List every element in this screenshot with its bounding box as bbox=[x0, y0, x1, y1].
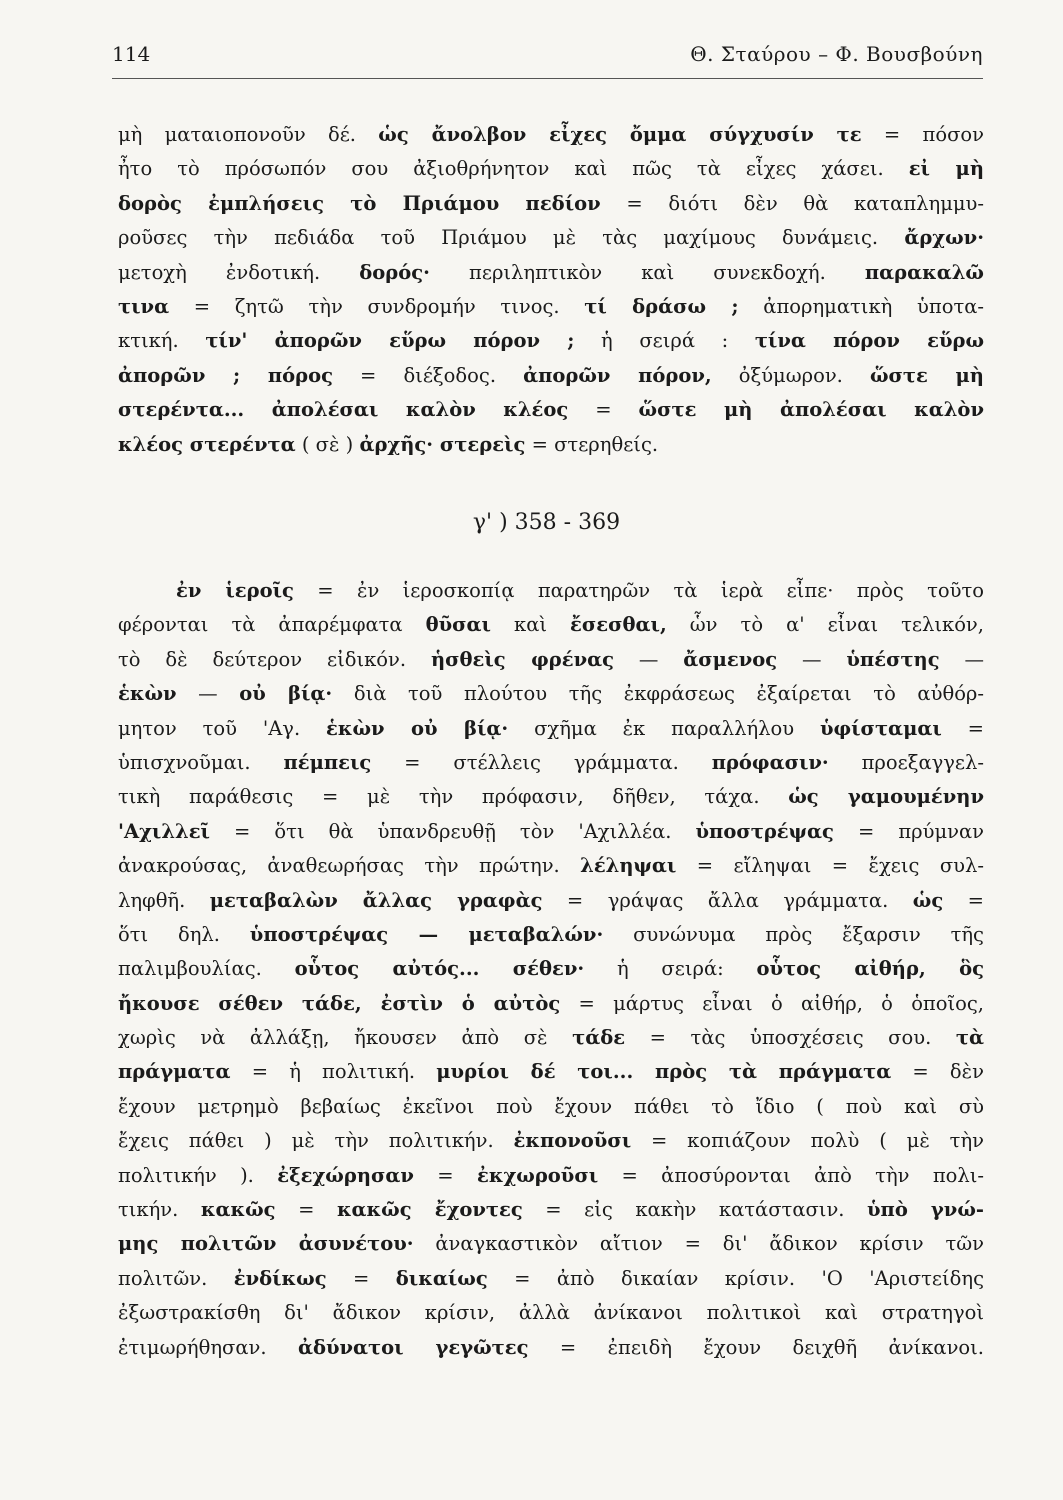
lemma-term: δικαίως bbox=[395, 1266, 488, 1290]
text-line bbox=[118, 118, 984, 152]
gloss-text: = εἴληψαι = ἔχεις συλ- bbox=[676, 854, 984, 878]
gloss-text: πολιτικήν ). bbox=[118, 1163, 278, 1187]
lemma-term: πράγματα bbox=[118, 1060, 231, 1084]
gloss-text: = bbox=[275, 1198, 337, 1222]
lemma-term: ἄρχων· bbox=[904, 226, 984, 250]
gloss-text: ἐξωστρακίσθη δι' ἄδικον κρίσιν, ἀλλὰ ἀνίκανοι πολιτικοὶ καὶ στρατηγοὶ bbox=[118, 1301, 984, 1325]
gloss-text: ἐτιμωρήθησαν. bbox=[118, 1335, 298, 1359]
text-line bbox=[118, 221, 984, 255]
lemma-term: ὥστε μὴ bbox=[869, 363, 984, 387]
gloss-text: ἀναγκαστικὸν αἴτιον = δι' ἄδικον κρίσιν τῶν bbox=[413, 1232, 984, 1256]
lemma-term: ἄσμενος bbox=[683, 647, 778, 671]
gloss-text: — bbox=[777, 647, 847, 671]
gloss-text: ὧν τὸ α' εἶναι τελικόν, bbox=[666, 613, 984, 637]
gloss-text: καὶ bbox=[490, 613, 571, 637]
lemma-term: ἑκὼν οὐ βίᾳ· bbox=[326, 716, 509, 740]
gloss-text: = τὰς ὑποσχέσεις σου. bbox=[625, 1026, 956, 1050]
text-line bbox=[118, 608, 984, 642]
text-line bbox=[118, 1124, 984, 1158]
lemma-term: λέληψαι bbox=[580, 854, 677, 878]
gloss-text: = στέλλεις γράμματα. bbox=[371, 750, 712, 774]
lemma-term: ἐνδίκως bbox=[233, 1266, 327, 1290]
lemma-term: ἡσθεὶς φρένας bbox=[430, 647, 615, 671]
lemma-term: τί δράσω ; bbox=[584, 294, 739, 318]
gloss-text: ἀνακρούσας, ἀναθεωρήσας τὴν πρώτην. bbox=[118, 854, 581, 878]
gloss-text: ὀξύμωρον. bbox=[711, 363, 870, 387]
gloss-text: = διέξοδος. bbox=[332, 363, 524, 387]
gloss-text: ὑπισχνοῦμαι. bbox=[118, 750, 284, 774]
text-line bbox=[118, 1090, 984, 1124]
text-line bbox=[118, 884, 984, 918]
lemma-term: στερέντα... ἀπολέσαι καλὸν κλέος bbox=[118, 398, 569, 422]
text-line bbox=[118, 152, 984, 186]
lemma-term: ἀπορῶν ; πόρος bbox=[118, 363, 333, 387]
text-line bbox=[118, 987, 984, 1021]
gloss-text: = ἐν ἱεροσκοπίᾳ παρατηρῶν τὰ ἱερὰ εἶπε· πρὸς τοῦτο bbox=[293, 579, 984, 602]
lemma-term: τάδε bbox=[572, 1026, 626, 1050]
lemma-term: ὑπέστης bbox=[846, 647, 940, 671]
lemma-term: ἀπορῶν πόρον, bbox=[523, 363, 712, 387]
text-line bbox=[118, 1227, 984, 1261]
gloss-text: ἡ σειρά : bbox=[574, 329, 755, 353]
gloss-text: χωρὶς νὰ ἀλλάξῃ, ἤκουσεν ἀπὸ σὲ bbox=[118, 1026, 573, 1050]
gloss-text: μητον τοῦ 'Αγ. bbox=[118, 716, 327, 740]
gloss-text: = πόσον bbox=[861, 123, 984, 146]
text-line bbox=[118, 290, 984, 324]
text-line bbox=[118, 1159, 984, 1193]
gloss-text: περιληπτικὸν καὶ συνεκδοχή. bbox=[429, 260, 865, 284]
lemma-term: ἐξεχώρησαν bbox=[277, 1163, 414, 1187]
text-line bbox=[118, 815, 984, 849]
text-line bbox=[118, 677, 984, 711]
gloss-text: σχῆμα ἐκ παραλλήλου bbox=[508, 716, 820, 740]
lemma-term: κακῶς bbox=[200, 1198, 276, 1222]
lemma-term: οὗτος αὐτός... σέθεν· bbox=[294, 957, 585, 981]
gloss-text: τικὴ παράθεσις = μὲ τὴν πρόφασιν, δῆθεν, τάχα. bbox=[118, 785, 789, 809]
gloss-text: = γράψας ἄλλα γράμματα. bbox=[542, 888, 913, 912]
commentary-section-1 bbox=[118, 118, 984, 462]
gloss-text: ἦτο τὸ πρόσωπόν σου ἀξιοθρήνητον καὶ πῶς τὰ εἶχες χάσει. bbox=[118, 157, 909, 181]
text-line bbox=[118, 359, 984, 393]
gloss-text: = στερηθείς. bbox=[525, 432, 659, 456]
text-line bbox=[118, 1021, 984, 1055]
text-line bbox=[118, 849, 984, 883]
gloss-text: = ἀποσύρονται ἀπὸ τὴν πολι- bbox=[598, 1163, 984, 1187]
gloss-text: — bbox=[176, 682, 240, 706]
lemma-term: ἐκπονοῦσι bbox=[513, 1129, 632, 1153]
lemma-term: ἐν ἱεροῖς bbox=[176, 579, 294, 602]
gloss-text: = δὲν bbox=[891, 1060, 984, 1084]
text-line bbox=[118, 746, 984, 780]
lemma-term: τίνα πόρον εὕρω bbox=[754, 329, 984, 353]
gloss-text: = ἐπειδὴ ἔχουν δειχθῆ ἀνίκανοι. bbox=[528, 1335, 984, 1359]
lemma-term: ὡς γαμουμένην bbox=[788, 785, 984, 809]
gloss-text: τικήν. bbox=[118, 1198, 201, 1222]
lemma-term: ὑπὸ γνώ- bbox=[867, 1198, 984, 1222]
gloss-text: ἔχουν μετρημὸ βεβαίως ἐκεῖνοι ποὺ ἔχουν πάθει τὸ ἴδιο ( ποὺ καὶ σὺ bbox=[118, 1094, 984, 1118]
gloss-text: ληφθῆ. bbox=[118, 888, 210, 912]
gloss-text: διὰ τοῦ πλούτου τῆς ἐκφράσεως ἐξαίρεται τὸ αὐθόρ- bbox=[332, 682, 984, 706]
lemma-term: μυρίοι δέ τοι... πρὸς τὰ πράγματα bbox=[436, 1060, 892, 1084]
text-line bbox=[118, 918, 984, 952]
lemma-term: οὐ βίᾳ· bbox=[239, 682, 333, 706]
text-line bbox=[118, 393, 984, 427]
lemma-term: δορός· bbox=[359, 260, 430, 284]
lemma-term: κακῶς ἔχοντες bbox=[336, 1198, 523, 1222]
gloss-text: = ὅτι θὰ ὑπανδρευθῇ τὸν 'Αχιλλέα. bbox=[210, 819, 696, 843]
text-line bbox=[118, 1331, 984, 1365]
gloss-text: ροῦσες τὴν πεδιάδα τοῦ Πριάμου μὲ τὰς μαχίμους δυνάμεις. bbox=[118, 226, 905, 250]
lemma-term: δορὸς ἐμπλήσεις τὸ Πριάμου πεδίον bbox=[118, 191, 601, 215]
text-line bbox=[118, 1262, 984, 1296]
gloss-text: = μάρτυς εἶναι ὁ αἰθήρ, ὁ ὁποῖος, bbox=[560, 991, 984, 1015]
gloss-text: = εἰς κακὴν κατάστασιν. bbox=[522, 1198, 868, 1222]
text-line bbox=[118, 643, 984, 677]
text-line bbox=[118, 780, 984, 814]
gloss-text: προεξαγγελ- bbox=[828, 750, 984, 774]
gloss-text: ὅτι δηλ. bbox=[118, 922, 250, 946]
lemma-term: ἐκχωροῦσι bbox=[476, 1163, 599, 1187]
text-line bbox=[118, 1055, 984, 1089]
lemma-term: κλέος στερέντα bbox=[118, 432, 296, 456]
gloss-text: = κοπιάζουν πολὺ ( μὲ τὴν bbox=[631, 1129, 984, 1153]
gloss-text: = ἀπὸ δικαίαν κρίσιν. 'Ο 'Αριστείδης bbox=[487, 1266, 984, 1290]
lemma-term: πρόφασιν· bbox=[711, 750, 829, 774]
lemma-term: ἑκὼν bbox=[118, 682, 177, 706]
lemma-term: ἔσεσθαι, bbox=[570, 613, 667, 637]
lemma-term: μεταβαλὼν ἄλλας γραφὰς bbox=[209, 888, 543, 912]
gloss-text: = πρύμναν bbox=[833, 819, 984, 843]
gloss-text: ἡ σειρά: bbox=[584, 957, 757, 981]
gloss-text: τὸ δὲ δεύτερον εἰδικόν. bbox=[118, 647, 431, 671]
lemma-term: ὡς ἄνολβον εἶχες ὄμμα σύγχυσίν τε bbox=[378, 123, 862, 146]
lemma-term: τὰ bbox=[955, 1026, 984, 1050]
gloss-text: — bbox=[939, 647, 984, 671]
page-number: 114 bbox=[112, 42, 151, 66]
text-line bbox=[118, 256, 984, 290]
lemma-term: ἀρχῆς· στερεὶς bbox=[359, 432, 526, 456]
lemma-term: τίν' ἀπορῶν εὕρω πόρον ; bbox=[205, 329, 575, 353]
lemma-term: ὑφίσταμαι bbox=[819, 716, 942, 740]
text-line bbox=[118, 574, 984, 608]
gloss-text: = bbox=[943, 888, 984, 912]
page-header bbox=[112, 38, 983, 79]
lemma-term: τινα bbox=[118, 294, 170, 318]
gloss-text: ἀπορηματικὴ ὑποτα- bbox=[738, 294, 984, 318]
lemma-term: θῦσαι bbox=[425, 613, 491, 637]
text-line bbox=[118, 428, 984, 462]
gloss-text: ἔχεις πάθει ) μὲ τὴν πολιτικήν. bbox=[118, 1129, 514, 1153]
lemma-term: ὡς bbox=[912, 888, 944, 912]
lemma-term: ἤκουσε σέθεν τάδε, ἐστὶν ὁ αὐτὸς bbox=[118, 991, 561, 1015]
lemma-term: πέμπεις bbox=[283, 750, 372, 774]
gloss-text: παλιμβουλίας. bbox=[118, 957, 295, 981]
text-line bbox=[118, 712, 984, 746]
lemma-term: ὑποστρέψας — μεταβαλών· bbox=[249, 922, 604, 946]
lemma-term: εἰ μὴ bbox=[908, 157, 984, 181]
gloss-text: = διότι δὲν θὰ καταπλημμυ- bbox=[600, 191, 984, 215]
gloss-text: κτική. bbox=[118, 329, 206, 353]
text-line bbox=[118, 324, 984, 358]
text-line bbox=[118, 1193, 984, 1227]
gloss-text: = ζητῶ τὴν συνδρομήν τινος. bbox=[169, 294, 585, 318]
gloss-text: = bbox=[326, 1266, 396, 1290]
gloss-text: — bbox=[614, 647, 684, 671]
gloss-text: μὴ ματαιοπονοῦν δέ. bbox=[118, 123, 379, 146]
lemma-term: ἀδύνατοι γεγῶτες bbox=[297, 1335, 529, 1359]
text-line bbox=[118, 187, 984, 221]
lemma-term: παρακαλῶ bbox=[864, 260, 984, 284]
lemma-term: οὗτος αἰθήρ, ὃς bbox=[756, 957, 984, 981]
running-head: Θ. Σταύρου – Φ. Βουσβούνη bbox=[690, 42, 983, 66]
gloss-text: μετοχὴ ἐνδοτική. bbox=[118, 260, 360, 284]
lemma-term: 'Αχιλλεῖ bbox=[118, 819, 210, 843]
lemma-term: μης πολιτῶν ἀσυνέτου· bbox=[118, 1232, 414, 1256]
gloss-text: πολιτῶν. bbox=[118, 1266, 234, 1290]
gloss-text: = ἡ πολιτική. bbox=[230, 1060, 437, 1084]
lemma-term: ὥστε μὴ ἀπολέσαι καλὸν bbox=[638, 398, 984, 422]
gloss-text: = bbox=[413, 1163, 477, 1187]
gloss-text: = bbox=[568, 398, 639, 422]
gloss-text: φέρονται τὰ ἀπαρέμφατα bbox=[118, 613, 426, 637]
gloss-text: = bbox=[941, 716, 984, 740]
text-line bbox=[118, 1296, 984, 1330]
commentary-section-2 bbox=[118, 574, 984, 1365]
text-line bbox=[118, 952, 984, 986]
gloss-text: συνώνυμα πρὸς ἔξαρσιν τῆς bbox=[603, 922, 984, 946]
gloss-text: ( σὲ ) bbox=[295, 432, 360, 456]
section-heading: γ' ) 358 - 369 bbox=[472, 510, 621, 535]
lemma-term: ὑποστρέψας bbox=[695, 819, 834, 843]
